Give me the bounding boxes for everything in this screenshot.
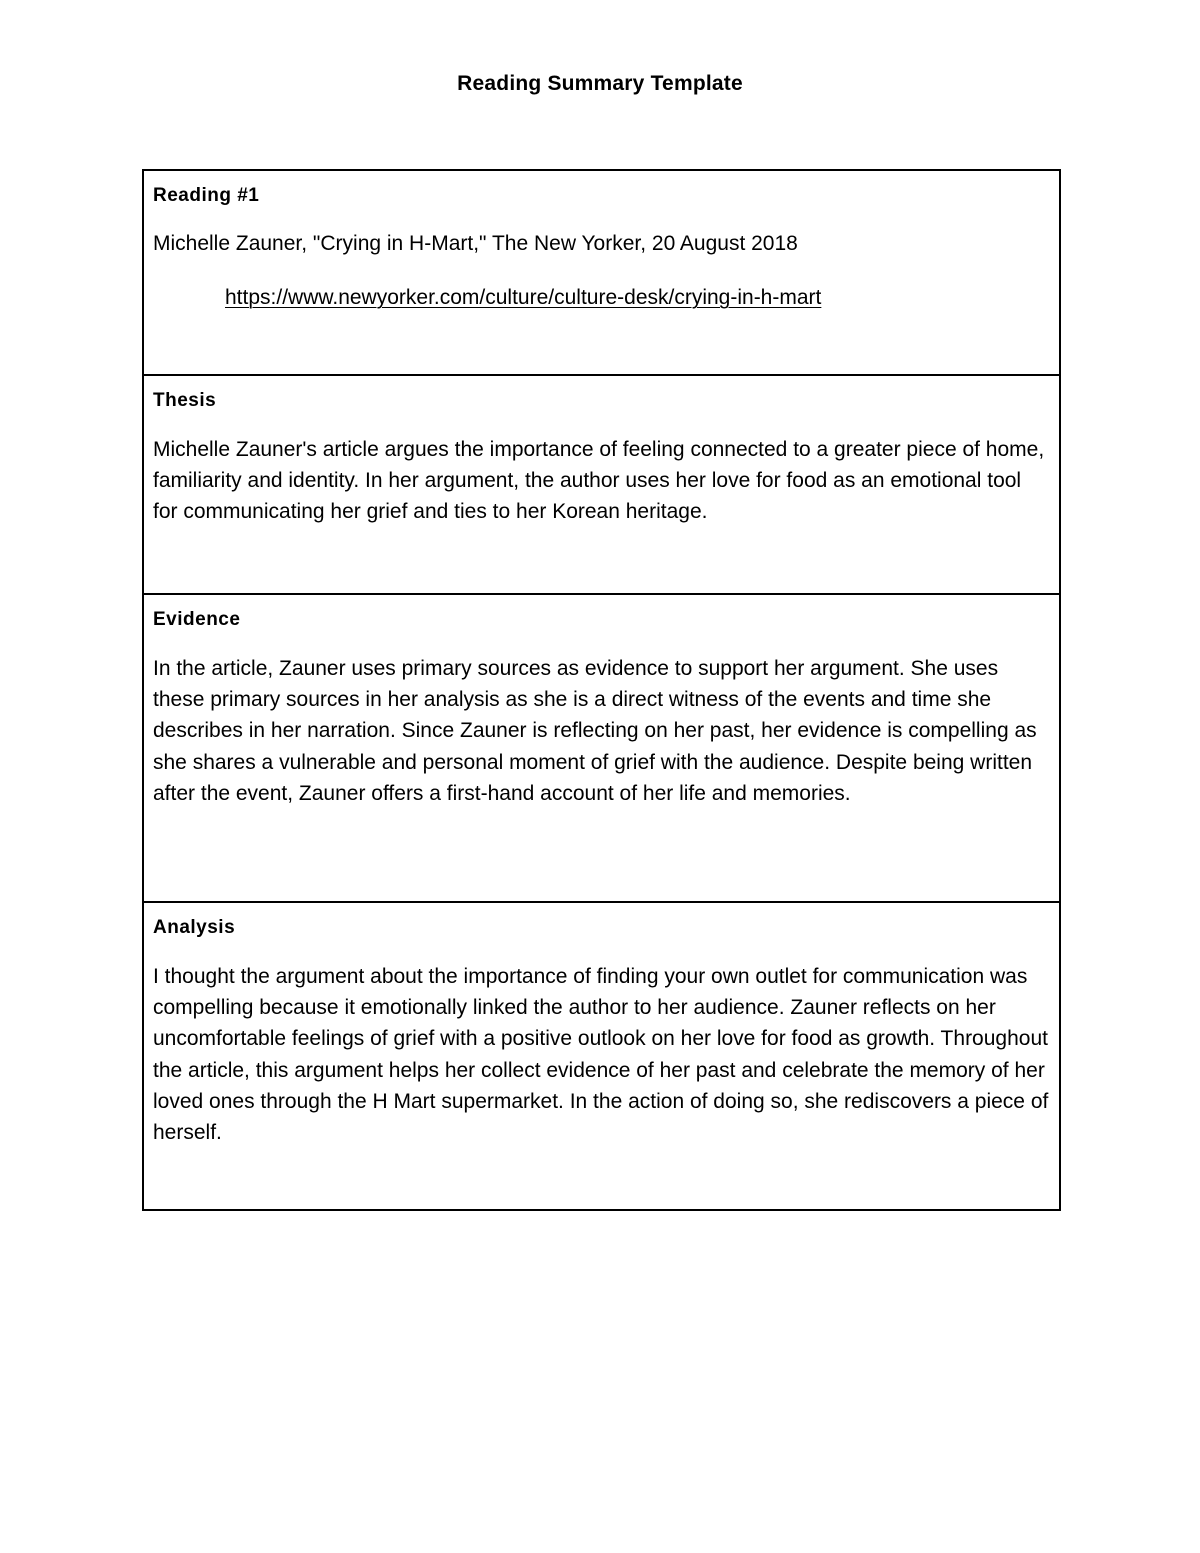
reading-citation: Michelle Zauner, "Crying in H-Mart," The New Yorker, 20 August 2018 <box>153 232 798 255</box>
analysis-heading: Analysis <box>153 917 236 938</box>
evidence-section <box>144 595 1059 903</box>
thesis-section <box>144 376 1059 595</box>
evidence-text: In the article, Zauner uses primary sources as evidence to support her argument. She uses these primary sources in her analysis as she is a direct witness of the events and time she describes in her narration. Since Zauner is reflecting on her past, her evidence is compelling as she shares a vulnerable and personal moment of grief with the audience. Despite being written after the event, Zauner offers a first-hand account of her life and memories. <box>153 657 1037 805</box>
reading-summary-table <box>142 169 1061 1211</box>
reading-section <box>144 171 1059 376</box>
analysis-text: I thought the argument about the importance of finding your own outlet for communication was compelling because it emotionally linked the author to her audience. Zauner reflects on her uncomfortable feelings of grief with a positive outlook on her love for food as growth. Throughout the article, this argument helps her collect evidence of her past and celebrate the memory of her loved ones through the H Mart supermarket. In the action of doing so, she rediscovers a piece of herself. <box>153 965 1049 1145</box>
evidence-heading: Evidence <box>153 609 241 630</box>
page-title: Reading Summary Template <box>457 72 743 95</box>
thesis-text: Michelle Zauner's article argues the importance of feeling connected to a greater piece of home, familiarity and identity. In her argument, the author uses her love for food as an emotional tool for communicating her grief and ties to her Korean heritage. <box>153 438 1045 524</box>
thesis-heading: Thesis <box>153 390 217 411</box>
reading-heading: Reading #1 <box>153 185 260 206</box>
reading-url-line <box>153 283 1049 313</box>
reading-url-link[interactable]: https://www.newyorker.com/culture/culture-desk/crying-in-h-mart <box>225 286 822 309</box>
analysis-section <box>144 903 1059 1209</box>
